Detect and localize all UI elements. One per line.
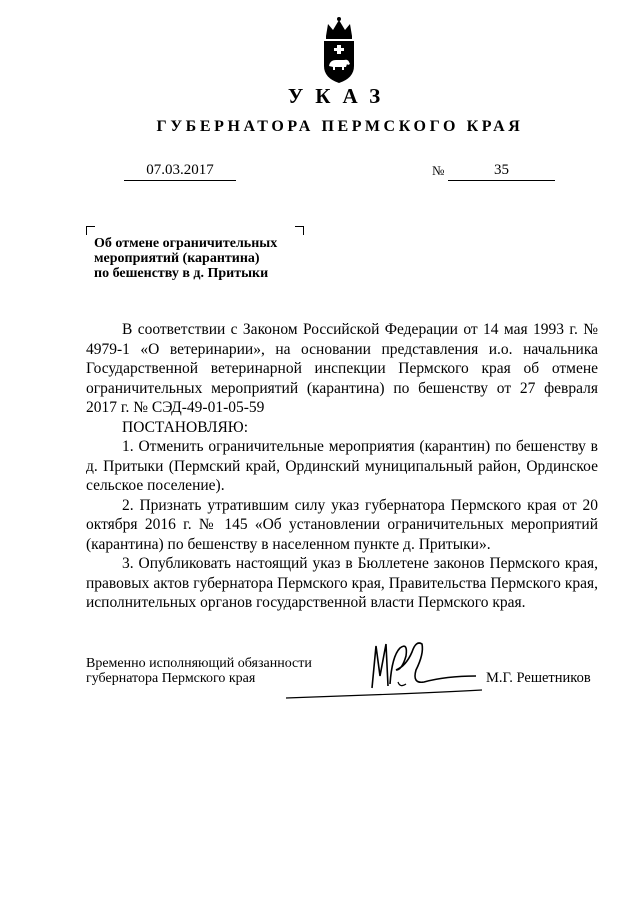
document-date: 07.03.2017 <box>124 160 236 181</box>
signer-title-line: губернатора Пермского края <box>86 671 256 686</box>
document-subject <box>94 236 314 281</box>
document-type: УКАЗ <box>287 84 393 108</box>
subject-line: по бешенству в д. Притыки <box>94 266 269 281</box>
item-2-paragraph: 2. Признать утратившим силу указ губернатора Пермского края от 20 октября 2016 г. № 145 «Об установлении ограничительных мероприятий (карантина) по бешенству в населенном пункте д. Притыки». <box>86 496 598 553</box>
number-label: № <box>432 163 445 178</box>
signer-title-line: Временно исполняющий обязанности <box>86 656 312 671</box>
item-3-paragraph: 3. Опубликовать настоящий указ в Бюллетене законов Пермского края, правовых актов губернатора Пермского края, Правительства Пермского края, исполнительных органов государственной власти Пермского края. <box>86 555 598 611</box>
subject-line: мероприятий (карантина) <box>94 251 260 266</box>
subject-corner-right <box>295 226 304 235</box>
subject-corner-left <box>86 226 95 235</box>
document-body <box>86 320 598 613</box>
document-number: 35 <box>448 160 555 181</box>
subject-line: Об отмене ограничительных <box>94 236 278 251</box>
item-1-paragraph: 1. Отменить ограничительные мероприятия (карантин) по бешенству в д. Притыки (Пермский край, Ординский муниципальный район, Ординское сельское поселение). <box>86 438 598 494</box>
preamble-paragraph: В соответствии с Законом Российской Федерации от 14 мая 1993 г. № 4979-1 «О ветеринарии», на основании представления и.о. начальника Государственной ветеринарной инспекции Пермского края об отмене ограничительных мероприятий (карантина) по бешенству от 27 февраля 2017 г. № СЭД-49-01-05-59 <box>86 321 598 416</box>
perm-krai-coat-of-arms-icon <box>318 14 360 84</box>
document-issuer: ГУБЕРНАТОРА ПЕРМСКОГО КРАЯ <box>156 118 524 135</box>
resolve-heading: ПОСТАНОВЛЯЮ: <box>122 418 249 436</box>
signer-name: М.Г. Решетников <box>486 670 591 686</box>
handwritten-signature-icon <box>276 626 496 706</box>
